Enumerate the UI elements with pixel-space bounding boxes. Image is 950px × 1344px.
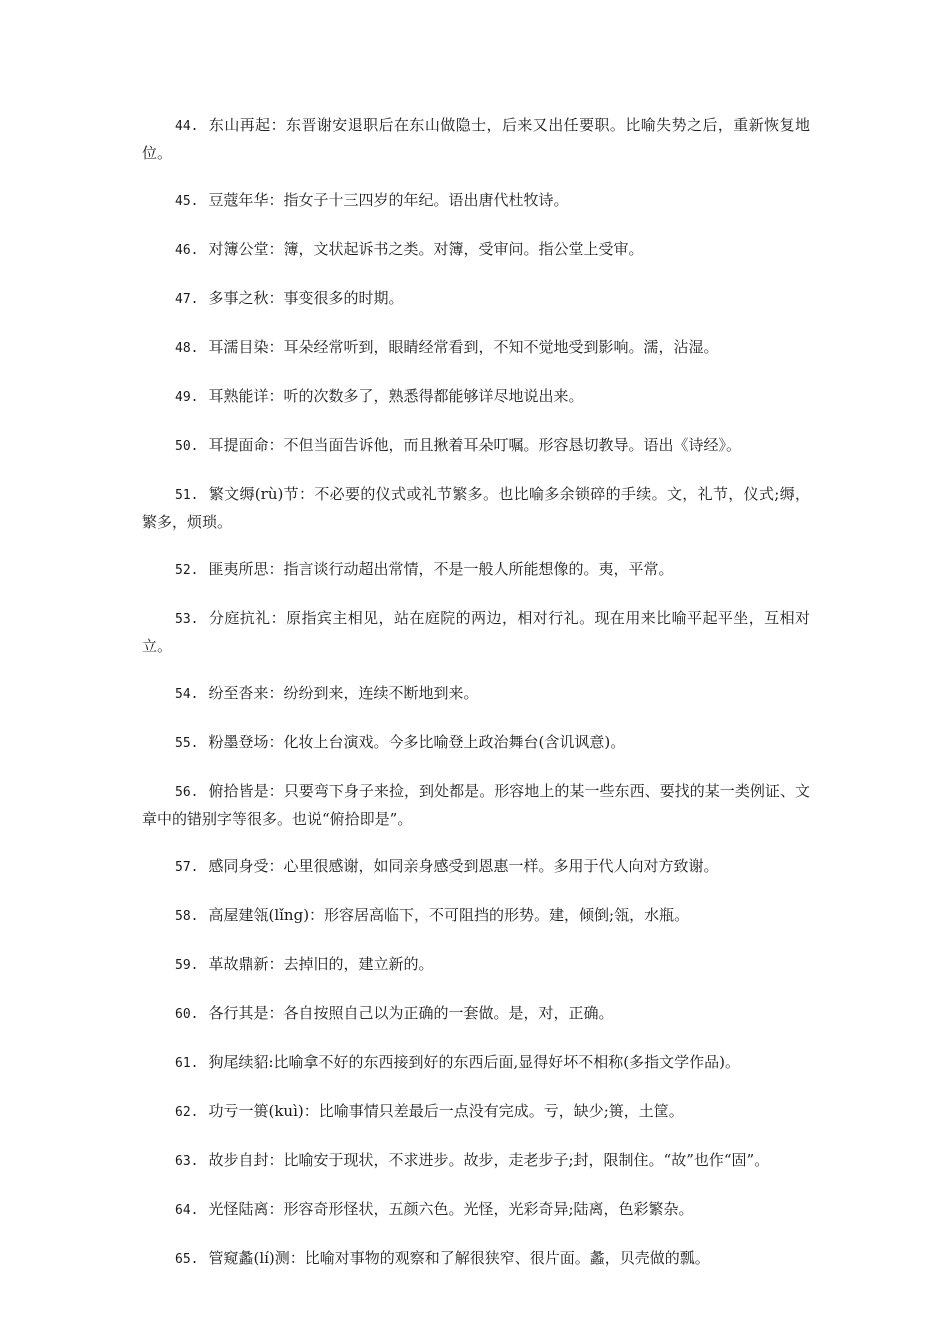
entry-text: 革故鼎新：去掉旧的，建立新的。: [208, 955, 434, 973]
entry-text: 功亏一篑(kuì)：比喻事情只差最后一点没有完成。亏，缺少;篑，土筐。: [208, 1102, 684, 1120]
entry-text: 俯拾皆是：只要弯下身子来捡，到处都是。形容地上的某一些东西、要找的某一类例证、文章中的错别字等很多。也说“俯拾即是”。: [142, 782, 810, 828]
entry-number: 59.: [175, 958, 199, 973]
entry-number: 52.: [175, 563, 199, 578]
idiom-entry-62: [142, 1098, 810, 1126]
idiom-entry-45: [142, 187, 810, 215]
entry-text: 纷至沓来：纷纷到来，连续不断地到来。: [208, 684, 479, 702]
entry-number: 54.: [175, 687, 199, 702]
entry-number: 45.: [175, 194, 199, 209]
entry-number: 50.: [175, 439, 199, 454]
idiom-entry-44: [142, 112, 810, 166]
entry-number: 53.: [175, 612, 199, 627]
entry-number: 62.: [175, 1105, 199, 1120]
idiom-entry-53: [142, 605, 810, 659]
entry-text: 耳提面命：不但当面告诉他，而且揪着耳朵叮嘱。形容恳切教导。语出《诗经》。: [208, 436, 741, 454]
entry-number: 46.: [175, 243, 199, 258]
document-page: [142, 112, 810, 1294]
entry-text: 粉墨登场：化妆上台演戏。今多比喻登上政治舞台(含讥讽意)。: [208, 733, 626, 751]
idiom-entry-51: [142, 481, 810, 535]
idiom-entry-54: [142, 680, 810, 708]
entry-text: 感同身受：心里很感谢，如同亲身感受到恩惠一样。多用于代人向对方致谢。: [208, 857, 719, 875]
entry-number: 64.: [175, 1203, 199, 1218]
idiom-entry-56: [142, 778, 810, 832]
idiom-entry-55: [142, 729, 810, 757]
idiom-entry-57: [142, 853, 810, 881]
entry-text: 耳熟能详：听的次数多了，熟悉得都能够详尽地说出来。: [208, 387, 584, 405]
entry-number: 60.: [175, 1007, 199, 1022]
entry-text: 狗尾续貂:比喻拿不好的东西接到好的东西后面,显得好坏不相称(多指文学作品)。: [208, 1053, 741, 1071]
entry-text: 对簿公堂：簿，文状起诉书之类。对簿，受审问。指公堂上受审。: [208, 240, 644, 258]
idiom-entry-63: [142, 1147, 810, 1175]
entry-number: 57.: [175, 860, 199, 875]
entry-number: 65.: [175, 1252, 199, 1267]
entry-number: 63.: [175, 1154, 199, 1169]
idiom-entry-46: [142, 236, 810, 264]
entry-text: 耳濡目染：耳朵经常听到，眼睛经常看到，不知不觉地受到影响。濡，沾湿。: [208, 338, 719, 356]
entry-number: 48.: [175, 341, 199, 356]
idiom-entry-47: [142, 285, 810, 313]
entry-number: 55.: [175, 736, 199, 751]
entry-text: 分庭抗礼：原指宾主相见，站在庭院的两边，相对行礼。现在用来比喻平起平坐，互相对立。: [142, 609, 810, 655]
idiom-entry-64: [142, 1196, 810, 1224]
idiom-entry-49: [142, 383, 810, 411]
idiom-entry-61: [142, 1049, 810, 1077]
entry-number: 49.: [175, 390, 199, 405]
entry-number: 56.: [175, 785, 199, 800]
entry-text: 各行其是：各自按照自己以为正确的一套做。是，对，正确。: [208, 1004, 614, 1022]
entry-text: 高屋建瓴(lǐng)：形容居高临下，不可阻挡的形势。建，倾倒;瓴，水瓶。: [208, 906, 690, 924]
entry-text: 豆蔻年华：指女子十三四岁的年纪。语出唐代杜牧诗。: [208, 191, 569, 209]
entry-number: 47.: [175, 292, 199, 307]
entry-number: 51.: [175, 488, 199, 503]
entry-text: 繁文缛(rù)节：不必要的仪式或礼节繁多。也比喻多余锁碎的手续。文，礼节，仪式;缛，繁多，烦琐。: [142, 485, 810, 531]
entry-text: 多事之秋：事变很多的时期。: [208, 289, 404, 307]
entry-number: 58.: [175, 909, 199, 924]
entry-number: 44.: [175, 119, 199, 134]
idiom-entry-65: [142, 1245, 810, 1273]
entry-number: 61.: [175, 1056, 199, 1071]
idiom-entry-48: [142, 334, 810, 362]
idiom-entry-60: [142, 1000, 810, 1028]
entry-text: 故步自封：比喻安于现状，不求进步。故步，走老步子;封，限制住。“故”也作“固”。: [208, 1151, 770, 1169]
entry-text: 东山再起：东晋谢安退职后在东山做隐士，后来又出任要职。比喻失势之后，重新恢复地位。: [142, 116, 810, 162]
entry-text: 匪夷所思：指言谈行动超出常情，不是一般人所能想像的。夷，平常。: [208, 560, 674, 578]
entry-text: 光怪陆离：形容奇形怪状，五颜六色。光怪，光彩奇异;陆离，色彩繁杂。: [208, 1200, 694, 1218]
idiom-entry-59: [142, 951, 810, 979]
entry-text: 管窥蠡(lí)测：比喻对事物的观察和了解很狭窄、很片面。蠡，贝壳做的瓢。: [208, 1249, 710, 1267]
idiom-entry-52: [142, 556, 810, 584]
idiom-entry-58: [142, 902, 810, 930]
idiom-entry-50: [142, 432, 810, 460]
